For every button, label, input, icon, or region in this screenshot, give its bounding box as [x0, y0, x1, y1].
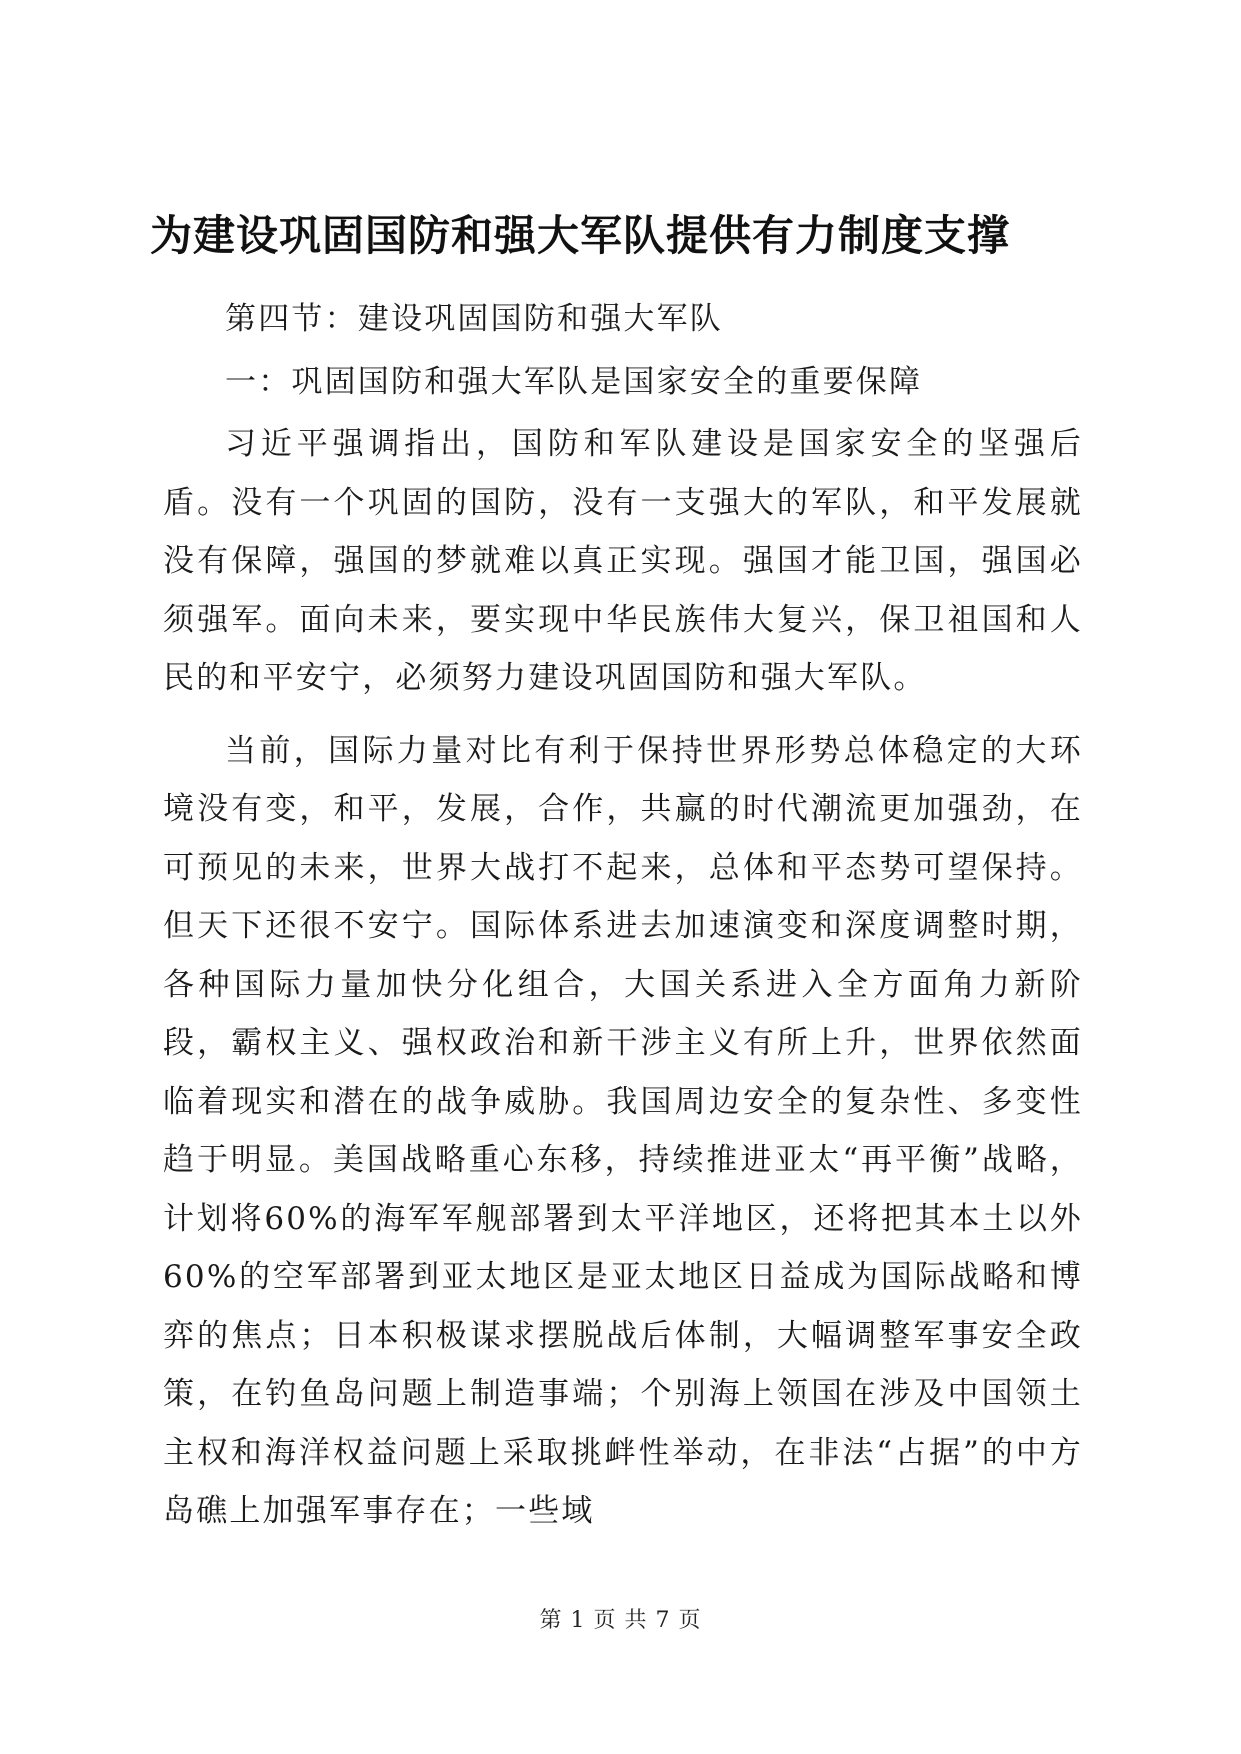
subheading: 一：巩固国防和强大军队是国家安全的重要保障 — [225, 363, 923, 400]
paragraph-1: 习近平强调指出，国防和军队建设是国家安全的坚强后盾。没有一个巩固的国防，没有一支强大的军队，和平发展就没有保障，强国的梦就难以真正实现。强国才能卫国，强国必须强军。面向未来，要实现中华民族伟大复兴，保卫祖国和人民的和平安宁，必须努力建设巩固国防和强大军队。 — [163, 426, 1083, 696]
page-number-footer: 第 1 页 共 7 页 — [539, 1608, 702, 1633]
paragraph-2: 当前，国际力量对比有利于保持世界形势总体稳定的大环境没有变，和平，发展，合作，共赢的时代潮流更加强劲，在可预见的未来，世界大战打不起来，总体和平态势可望保持。但天下还很不安宁。国际体系进去加速演变和深度调整时期，各种国际力量加快分化组合，大国关系进入全方面角力新阶段，霸权主义、强权政治和新干涉主义有所上升，世界依然面临着现实和潜在的战争威胁。我国周边安全的复杂性、多变性趋于明显。美国战略重心东移，持续推进亚太“再平衡”战略，计划将60%的海军军舰部署到太平洋地区，还将把其本土以外60%的空军部署到亚太地区是亚太地区日益成为国际战略和博弈的焦点；日本积极谋求摆脱战后体制，大幅调整军事安全政策，在钓鱼岛问题上制造事端；个别海上领国在涉及中国领土主权和海洋权益问题上采取挑衅性举动，在非法“占据”的中方岛礁上加强军事存在；一些域 — [163, 732, 1083, 1529]
section-heading: 第四节：建设巩固国防和强大军队 — [225, 301, 723, 337]
document-title: 为建设巩固国防和强大军队提供有力制度支撑 — [150, 211, 1011, 260]
document-body — [163, 290, 1083, 1541]
